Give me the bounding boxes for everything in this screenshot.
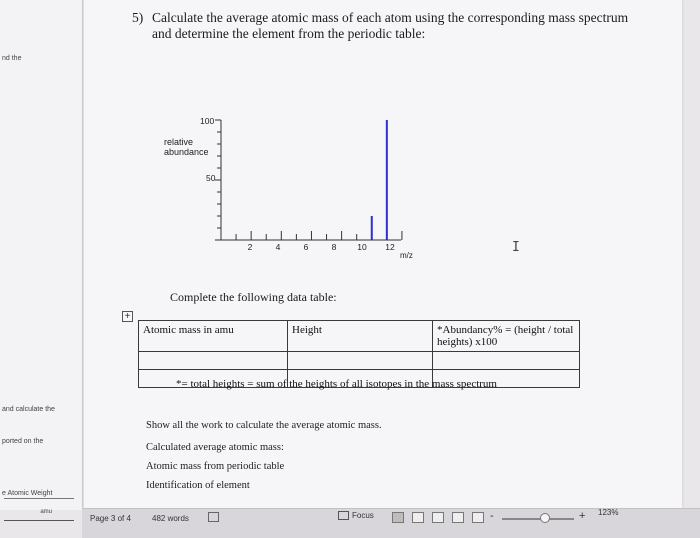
- status-bar: [82, 508, 700, 538]
- text-cursor-icon: I: [512, 240, 520, 255]
- side-text: and calculate the: [2, 406, 55, 413]
- calculated-mass-label: Calculated average atomic mass:: [146, 442, 284, 453]
- table-cell[interactable]: [139, 352, 288, 370]
- x-tick-label: 8: [331, 242, 337, 252]
- element-identification-label: Identification of element: [146, 480, 250, 491]
- side-divider: [4, 498, 74, 499]
- table-instruction: Complete the following data table:: [170, 290, 337, 304]
- print-layout-icon[interactable]: [392, 512, 404, 523]
- proofing-icon[interactable]: [208, 512, 219, 522]
- zoom-level[interactable]: 123%: [598, 508, 619, 517]
- header-abundancy[interactable]: *Abundancy% = (height / total heights) x100: [433, 321, 580, 352]
- question-number: 5): [132, 10, 144, 25]
- read-mode-icon[interactable]: [412, 512, 424, 523]
- side-text: e Atomic Weight: [2, 490, 53, 497]
- zoom-slider-knob[interactable]: [540, 513, 550, 523]
- table-cell[interactable]: [288, 352, 433, 370]
- periodic-table-mass-label: Atomic mass from periodic table: [146, 461, 285, 472]
- draft-icon[interactable]: [472, 512, 484, 523]
- x-axis-label: m/z: [400, 251, 413, 260]
- word-count[interactable]: 482 words: [152, 514, 189, 523]
- zoom-in-button[interactable]: +: [579, 510, 586, 522]
- y-axis-label-line-2: abundance: [164, 147, 209, 157]
- page-count[interactable]: Page 3 of 4: [90, 514, 131, 523]
- y-axis-label-line-1: relative: [164, 137, 194, 147]
- side-text: nd the: [2, 55, 22, 62]
- side-text: ported on the: [2, 438, 44, 445]
- web-layout-icon[interactable]: [432, 512, 444, 523]
- y-tick-label-100: 100: [200, 116, 215, 126]
- x-tick-label: 12: [385, 242, 395, 252]
- zoom-slider-track[interactable]: [502, 518, 574, 520]
- work-instruction: Show all the work to calculate the average atomic mass.: [146, 420, 382, 431]
- y-tick-label-50: 50: [206, 173, 216, 183]
- side-page: [0, 0, 83, 510]
- side-amu-field[interactable]: amu: [4, 509, 74, 521]
- focus-label: Focus: [352, 511, 374, 520]
- question-line-1: Calculate the average atomic mass of each atom using the corresponding mass spectrum: [152, 10, 629, 25]
- header-atomic-mass[interactable]: Atomic mass in amu: [139, 321, 288, 352]
- x-tick-label: 4: [275, 242, 281, 252]
- question-line-2: and determine the element from the periodic table:: [152, 26, 426, 41]
- mass-spectrum-chart: [84, 0, 682, 290]
- table-row: [139, 352, 580, 370]
- table-header-row: [139, 321, 580, 352]
- header-height[interactable]: Height: [288, 321, 433, 352]
- table-footnote: *= total heights = sum of the heights of all isotopes in the mass spectrum: [176, 378, 497, 390]
- outline-icon[interactable]: [452, 512, 464, 523]
- focus-icon: [338, 511, 349, 520]
- document-page[interactable]: [84, 0, 682, 508]
- x-tick-label: 6: [303, 242, 309, 252]
- x-tick-label: 10: [357, 242, 367, 252]
- focus-button[interactable]: [338, 511, 374, 520]
- x-tick-label: 2: [247, 242, 253, 252]
- zoom-out-button[interactable]: -: [490, 510, 494, 522]
- table-move-handle-icon[interactable]: +: [122, 311, 133, 322]
- table-cell[interactable]: [433, 352, 580, 370]
